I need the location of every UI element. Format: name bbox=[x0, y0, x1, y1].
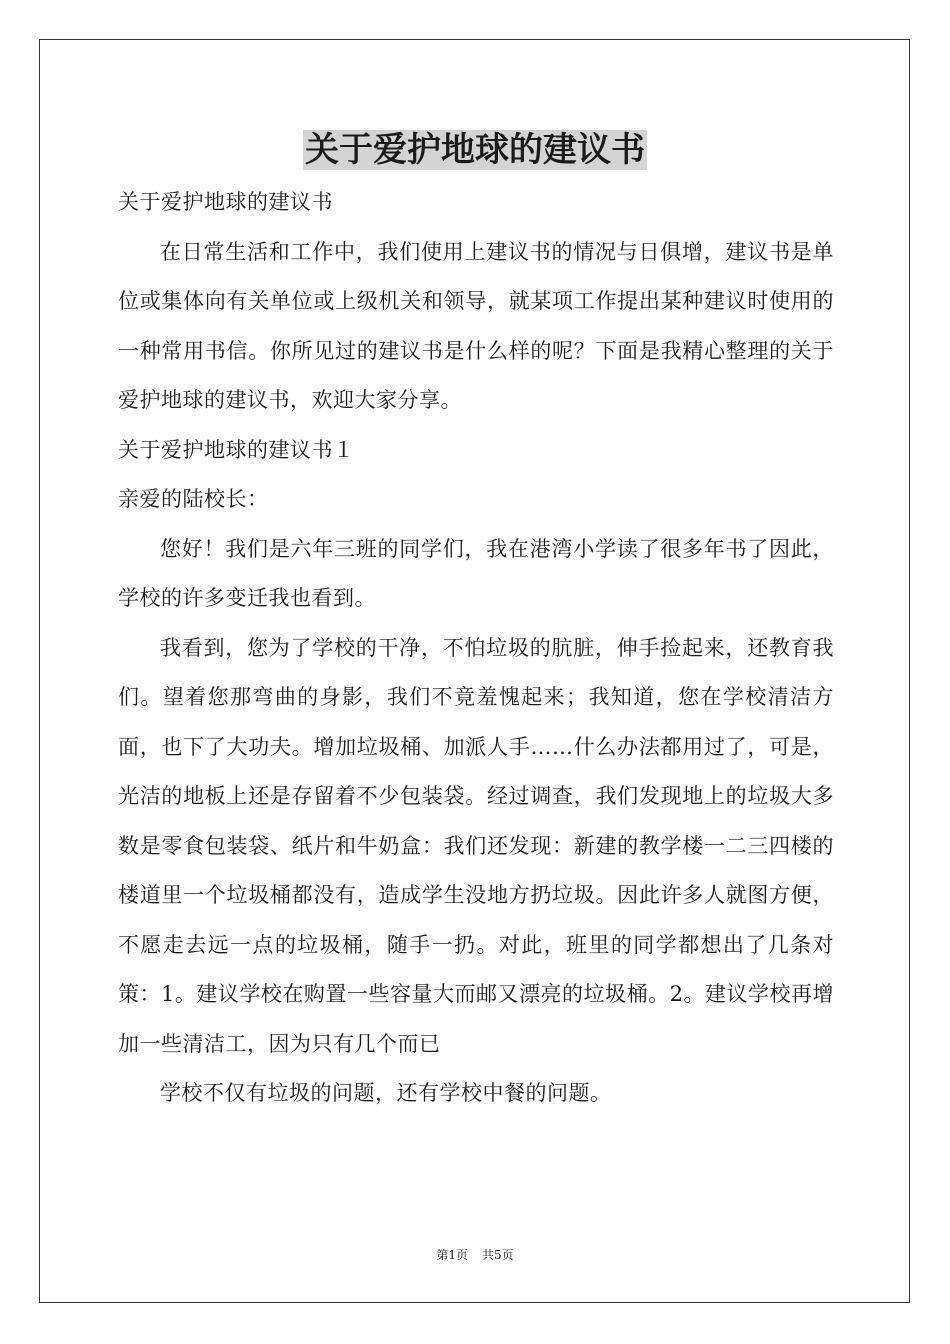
page-footer bbox=[0, 1246, 950, 1263]
page-number-current: 第1页 bbox=[436, 1248, 468, 1262]
document-title bbox=[0, 126, 950, 174]
letter-paragraph-1: 您好！我们是六年三班的同学们，我在港湾小学读了很多年书了因此，学校的许多变迁我也看到。 bbox=[118, 536, 834, 610]
document-subtitle: 关于爱护地球的建议书 bbox=[118, 190, 333, 214]
letter-paragraph-2: 我看到，您为了学校的干净，不怕垃圾的肮脏，伸手捡起来，还教育我们。望着您那弯曲的身影，我们不竟羞愧起来；我知道，您在学校清洁方面，也下了大功夫。增加垃圾桶、加派人手……什么办法都用过了，可是，光洁的地板上还是存留着不少包装袋。经过调查，我们发现地上的垃圾大多数是零食包装袋、纸片和牛奶盒：我们还发现：新建的教学楼一二三四楼的楼道里一个垃圾桶都没有，造成学生没地方扔垃圾。因此许多人就图方便，不愿走去远一点的垃圾桶，随手一扔。对此，班里的同学都想出了几条对策：1。建议学校在购置一些容量大而邮又漂亮的垃圾桶。2。建议学校再增加一些清洁工，因为只有几个而已 bbox=[118, 635, 834, 1056]
page-number-total: 共5页 bbox=[482, 1248, 514, 1262]
document-title-text: 关于爱护地球的建议书 bbox=[305, 130, 645, 170]
salutation: 亲爱的陆校长： bbox=[118, 487, 269, 511]
document-body bbox=[118, 178, 834, 1119]
letter-paragraph-3: 学校不仅有垃圾的问题，还有学校中餐的问题。 bbox=[160, 1081, 612, 1105]
intro-paragraph: 在日常生活和工作中，我们使用上建议书的情况与日俱增，建议书是单位或集体向有关单位或上级机关和领导，就某项工作提出某种建议时使用的一种常用书信。你所见过的建议书是什么样的呢？下面是我精心整理的关于爱护地球的建议书，欢迎大家分享。 bbox=[118, 239, 834, 412]
section-heading: 关于爱护地球的建议书１ bbox=[118, 437, 355, 462]
